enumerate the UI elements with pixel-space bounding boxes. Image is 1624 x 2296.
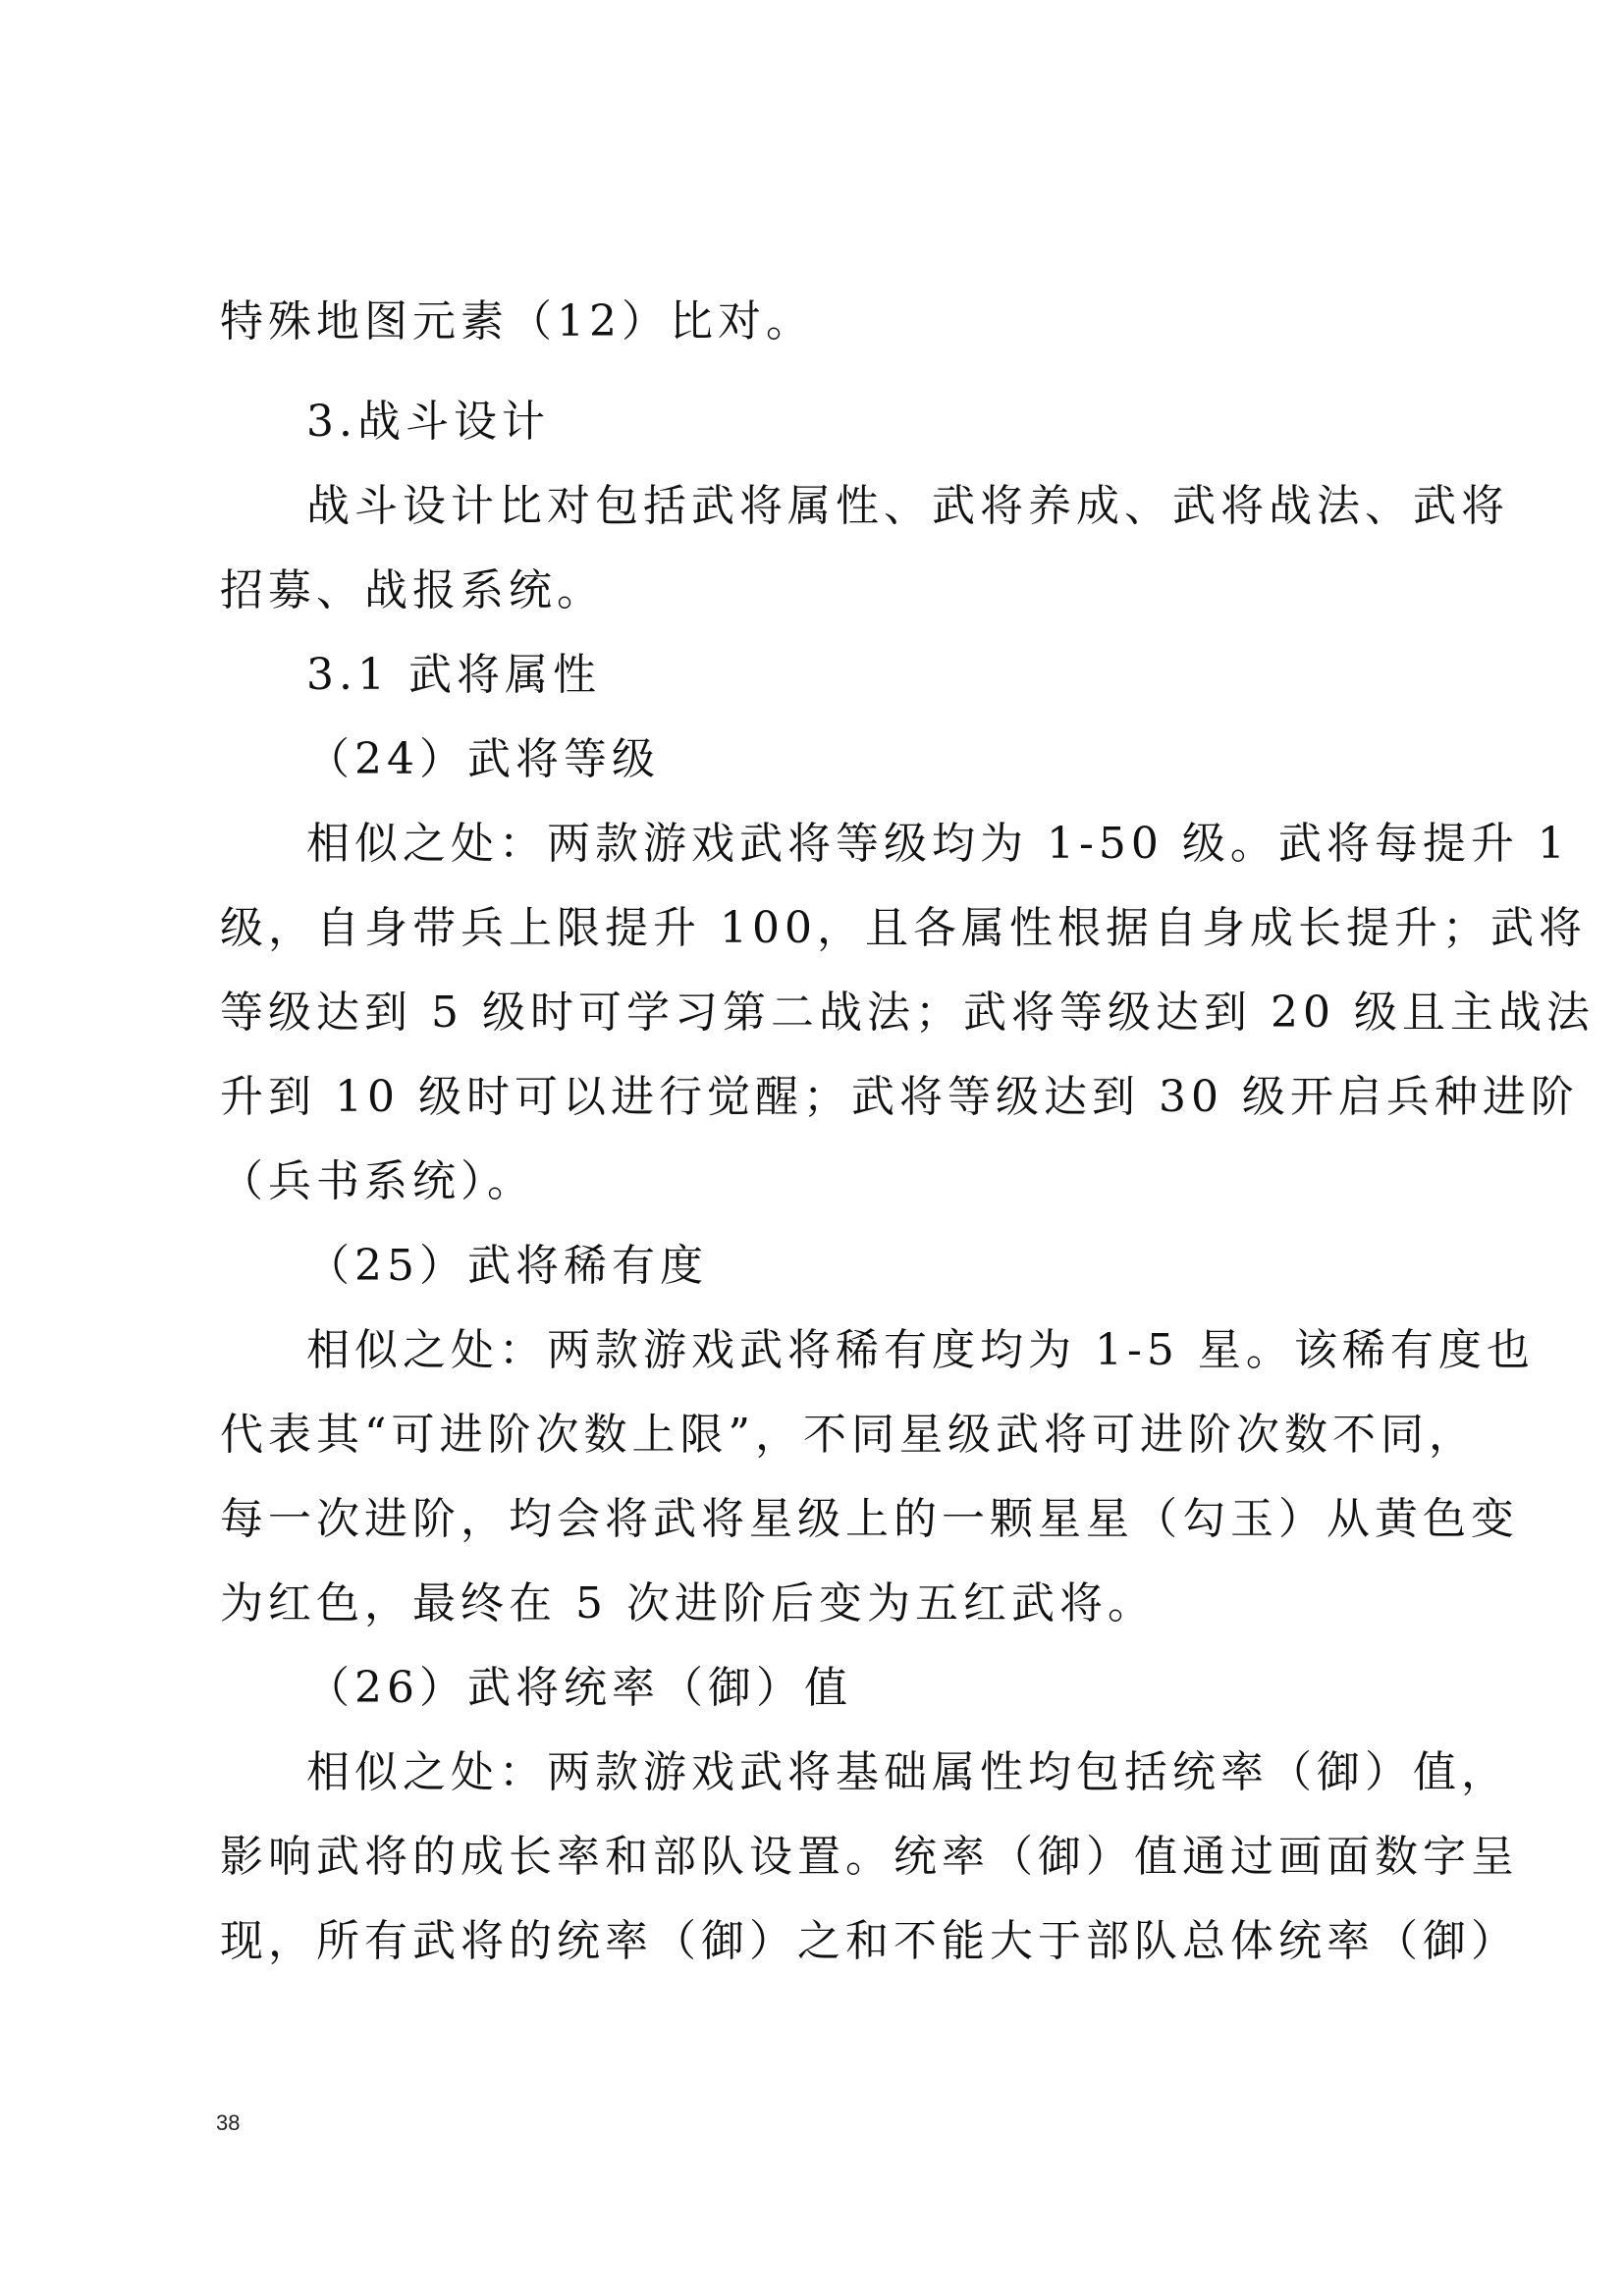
text-line: 级，自身带兵上限提升 100，且各属性根据自身成长提升；武将 <box>220 903 1587 953</box>
item-heading: （25）武将稀有度 <box>306 1241 708 1291</box>
text-line: 相似之处：两款游戏武将基础属性均包括统率（御）值， <box>306 1747 1509 1797</box>
text-line: 战斗设计比对包括武将属性、武将养成、武将战法、武将 <box>306 481 1509 531</box>
page-number: 38 <box>216 2110 241 2135</box>
item-heading: （24）武将等级 <box>306 734 660 784</box>
text-line: 相似之处：两款游戏武将等级均为 1-50 级。武将每提升 1 <box>306 819 1570 869</box>
subsection-heading: 3.1 武将属性 <box>306 650 601 700</box>
text-line: 每一次进阶，均会将武将星级上的一颗星星（勾玉）从黄色变 <box>220 1494 1519 1544</box>
text-line: 为红色，最终在 5 次进阶后变为五红武将。 <box>220 1578 1156 1629</box>
text-line: （兵书系统）。 <box>220 1156 535 1206</box>
text-line: 代表其“可进阶次数上限”，不同星级武将可进阶次数不同， <box>220 1410 1477 1460</box>
text-line: 等级达到 5 级时可学习第二战法；武将等级达到 20 级且主战法 <box>220 988 1595 1038</box>
section-heading: 3.战斗设计 <box>306 397 550 447</box>
text-line: 相似之处：两款游戏武将稀有度均为 1-5 星。该稀有度也 <box>306 1325 1535 1375</box>
item-heading: （26）武将统率（御）值 <box>306 1663 852 1713</box>
text-line: 现，所有武将的统率（御）之和不能大于部队总体统率（御） <box>220 1916 1519 1966</box>
text-line: 招募、战报系统。 <box>220 565 605 615</box>
text-line: 影响武将的成长率和部队设置。统率（御）值通过画面数字呈 <box>220 1832 1519 1882</box>
text-line: 升到 10 级时可以进行觉醒；武将等级达到 30 级开启兵种进阶 <box>220 1072 1579 1122</box>
text-line: 特殊地图元素（12）比对。 <box>220 296 814 347</box>
